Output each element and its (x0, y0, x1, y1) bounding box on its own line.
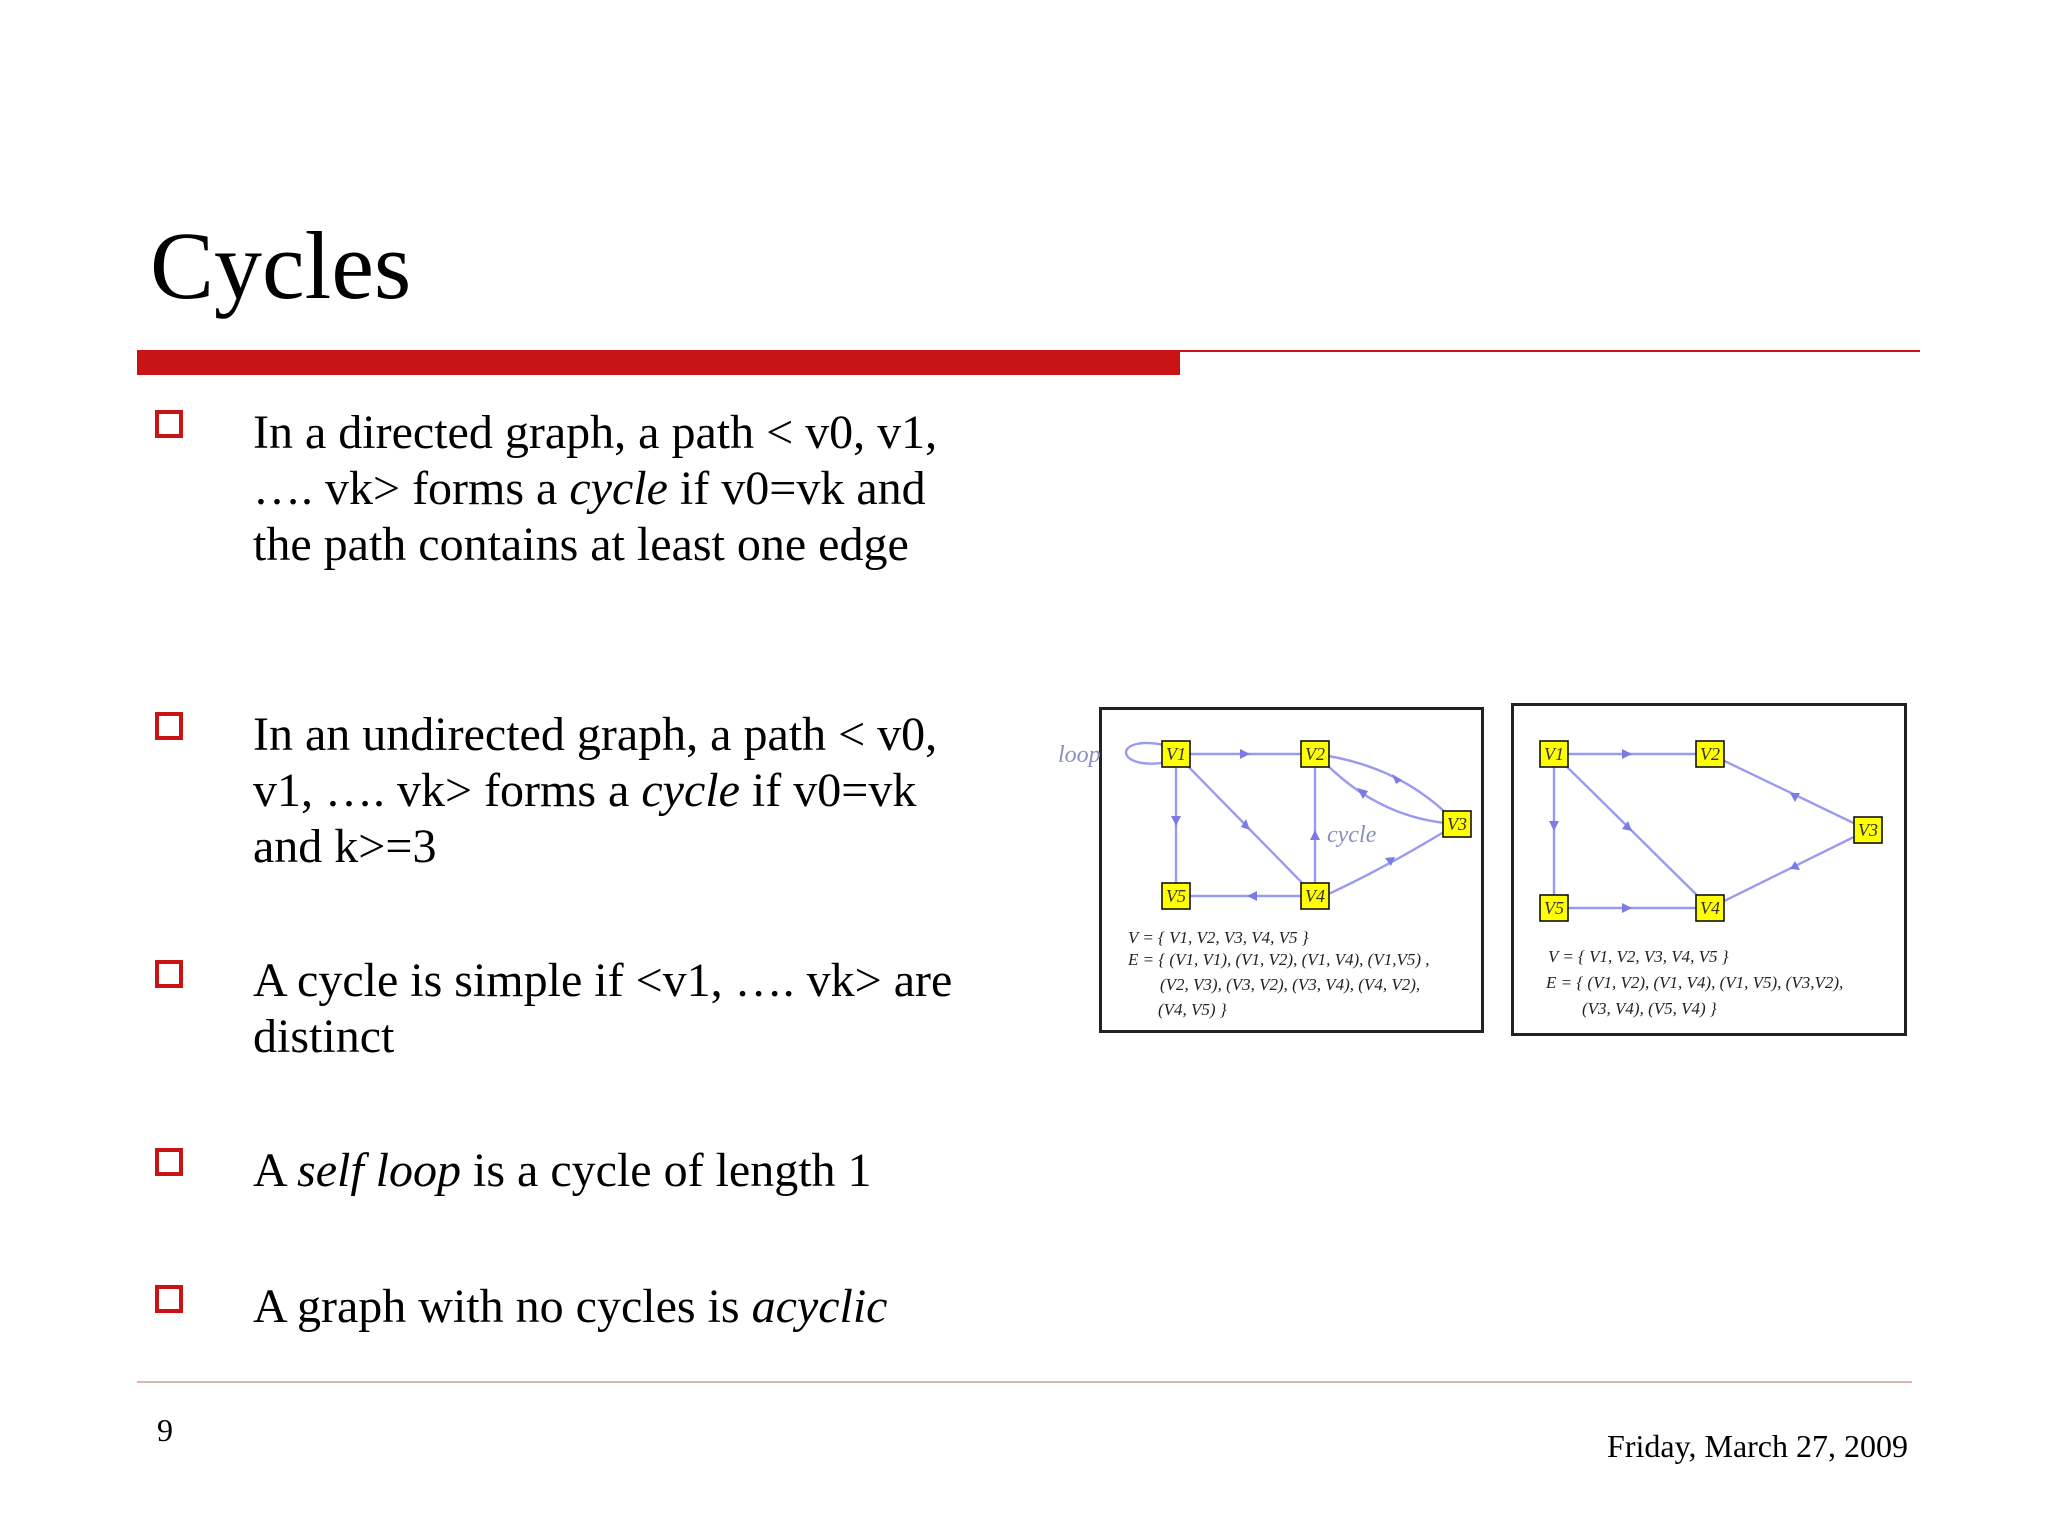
node-label: V5 (1166, 886, 1186, 906)
page-number: 9 (157, 1412, 173, 1448)
edge-set-line: (V3, V4), (V5, V4) } (1582, 999, 1717, 1018)
bullet-emphasis: self loop (297, 1144, 462, 1197)
node-label: V3 (1858, 820, 1878, 840)
bullet-run: if v0=vk and the path contains at least one edge (253, 462, 926, 571)
node-label: V4 (1305, 886, 1325, 906)
edge-set-line: E = { (V1, V1), (V1, V2), (V1, V4), (V1,V5) , (1128, 950, 1430, 969)
bullet-emphasis: acyclic (751, 1280, 888, 1333)
directed-graph-figure (1058, 707, 1484, 1033)
title-underline-thin (1180, 350, 1920, 352)
bullet-text (253, 707, 993, 875)
arrowhead (1240, 749, 1250, 759)
node-label: V5 (1544, 898, 1564, 918)
bullet-run: is a cycle of length 1 (461, 1144, 872, 1197)
edge-set-line: E = { (V1, V2), (V1, V4), (V1, V5), (V3,V2), (1546, 973, 1844, 992)
bullet-text (253, 1279, 993, 1335)
directed-graph-svg (1058, 710, 1487, 1036)
arrowhead (1549, 821, 1559, 831)
square-bullet-icon (155, 712, 183, 740)
arrowhead (1622, 749, 1632, 759)
edge-v3-v2 (1325, 763, 1457, 824)
second-graph-figure (1511, 703, 1907, 1036)
square-bullet-icon (155, 410, 183, 438)
vertex-set: V = { V1, V2, V3, V4, V5 } (1128, 928, 1309, 947)
node-label: V2 (1305, 744, 1325, 764)
node-label: V1 (1166, 744, 1186, 764)
bullet-run: In a directed graph, a path < v0, v1, …. vk> forms a (253, 406, 938, 515)
footer-rule (137, 1381, 1912, 1383)
node-label: V1 (1544, 744, 1564, 764)
loop-label: loop (1058, 742, 1101, 768)
bullet-text (253, 405, 993, 573)
edge-set-line: (V4, V5) } (1158, 1000, 1227, 1019)
edge-set-line: (V2, V3), (V3, V2), (V3, V4), (V4, V2), (1160, 975, 1421, 994)
second-graph-svg (1514, 706, 1910, 1039)
vertex-set: V = { V1, V2, V3, V4, V5 } (1548, 947, 1729, 966)
square-bullet-icon (155, 960, 183, 988)
edge-v3-v2 (1710, 754, 1868, 830)
bullet-run: A graph with no cycles is (253, 1280, 752, 1333)
bullet-text (253, 953, 993, 1065)
bullet-run: A (253, 1144, 298, 1197)
arrowhead (1622, 903, 1632, 913)
bullet-emphasis: cycle (569, 462, 668, 515)
edge-v2-v3 (1315, 754, 1457, 824)
cycle-label: cycle (1327, 822, 1377, 848)
node-label: V3 (1447, 814, 1467, 834)
arrowhead (1247, 891, 1257, 901)
bullet-run: In an undirected graph, a path < v0, v1, …. vk> forms a (253, 708, 938, 817)
bullet-text (253, 1143, 993, 1199)
footer-date: Friday, March 27, 2009 (1607, 1428, 1908, 1464)
bullet-run: if v0=vk and k>=3 (253, 764, 917, 873)
title-underline-thick (137, 350, 1180, 375)
bullet-emphasis: cycle (641, 764, 740, 817)
arrowhead (1171, 816, 1181, 826)
square-bullet-icon (155, 1285, 183, 1313)
node-label: V4 (1700, 898, 1720, 918)
arrowhead (1310, 830, 1320, 840)
bullet-run: A cycle is simple if <v1, …. vk> are distinct (253, 954, 953, 1063)
edge-v3-v4 (1710, 830, 1868, 908)
node-label: V2 (1700, 744, 1720, 764)
slide-title: Cycles (150, 212, 412, 319)
square-bullet-icon (155, 1148, 183, 1176)
